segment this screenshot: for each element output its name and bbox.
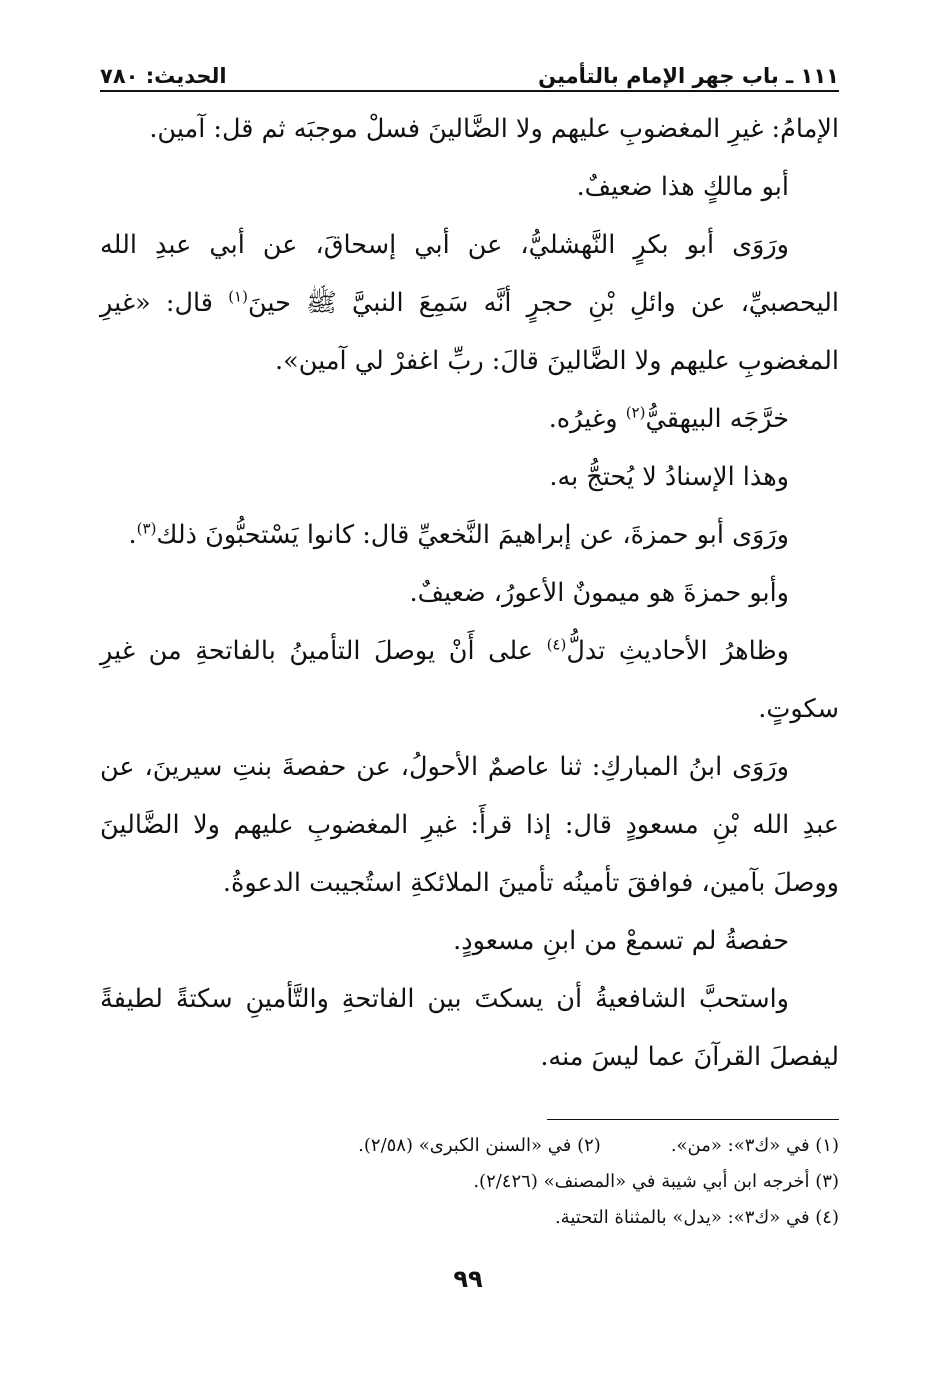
paragraph: واستحبَّ الشافعيةُ أن يسكتَ بين الفاتحةِ والتَّأمينِ سكتةً لطيفةً ليفصلَ القرآنَ عما ليسَ منه. [100, 984, 839, 1072]
paragraph: ورَوَى ابنُ المباركِ: ثنا عاصمٌ الأحولُ، عن حفصةَ بنتِ سيرينَ، عن عبدِ الله بْنِ مسعودٍ قال: إذا قرأَ: غيرِ المغضوبِ عليهم ولا الضَّالينَ ووصلَ بآمين، فوافقَ تأمينُه تأمينَ الملائكةِ استُجيبت الدعوةُ. [100, 752, 839, 898]
paragraph: أبو مالكٍ هذا ضعيفٌ. [576, 172, 789, 202]
paragraph [100, 216, 839, 390]
hadith-number: الحديث: ٧٨٠ [100, 64, 227, 88]
footnotes [100, 1128, 839, 1236]
paragraph: حفصةُ لم تسمعْ من ابنِ مسعودٍ. [453, 926, 789, 956]
running-header [100, 54, 839, 88]
paragraph [100, 390, 839, 448]
paragraph-text: وظاهرُ الأحاديثِ تدلُّ [566, 636, 789, 666]
page-number: ٩٩ [453, 1265, 483, 1293]
footnote-row [100, 1128, 839, 1164]
footnote-1: (١) في «ك٣»: «من». [670, 1135, 839, 1156]
paragraph [100, 622, 839, 738]
paragraph: وأبو حمزةَ هو ميمونٌ الأعورُ، ضعيفٌ. [409, 578, 789, 608]
footnote-3: (٣) أخرجه ابن أبي شيبة في «المصنف» (٢/٤٢٦). [473, 1171, 839, 1192]
footnote-4: (٤) في «ك٣»: «يدل» بالمثناة التحتية. [554, 1207, 839, 1228]
header-rule [100, 90, 839, 92]
footnote-2: (٢) في «السنن الكبرى» (٢/٥٨). [358, 1135, 601, 1156]
footnote-ref-4: (٤) [546, 635, 567, 654]
footnote-rule [547, 1119, 839, 1120]
paragraph-text: ورَوَى أبو بكرٍ النَّهشليُّ، عن أبي إسحاقَ، عن أبي عبدِ الله اليحصبيِّ، عن وائلِ بْنِ حجرٍ أنَّه سَمِعَ النبيَّ ﷺ حينَ [100, 230, 839, 318]
paragraph-text: على أَنْ يوصلَ التأمينُ بالفاتحةِ من غيرِ سكوتٍ. [100, 636, 839, 724]
paragraph: وهذا الإسنادُ لا يُحتجُّ به. [549, 462, 789, 492]
chapter-title: ١١١ ـ باب جهر الإمام بالتأمين [538, 64, 839, 88]
footnote-ref-1: (١) [228, 287, 248, 306]
paragraph-text: وغيرُه. [548, 404, 626, 434]
main-text [100, 100, 839, 1086]
footnote-ref-2: (٢) [625, 403, 646, 422]
paragraph-text: ورَوَى أبو حمزةَ، عن إبراهيمَ النَّخعيِّ قال: كانوا يَسْتحبُّونَ ذلك [156, 520, 789, 550]
paragraph-text: . [128, 520, 137, 550]
paragraph [100, 506, 839, 564]
paragraph-text: خرَّجَه البيهقيُّ [645, 404, 789, 434]
paragraph-text: قال: «غيرِ المغضوبِ عليهم ولا الضَّالينَ قالَ: ربِّ اغفرْ لي آمين». [100, 288, 839, 376]
paragraph: الإمامُ: غيرِ المغضوبِ عليهم ولا الضَّالينَ فسلْ موجبَه ثم قل: آمين. [149, 114, 839, 144]
footnote-ref-3: (٣) [136, 519, 157, 538]
footnote-row [100, 1164, 839, 1200]
footnote-row [100, 1200, 839, 1236]
